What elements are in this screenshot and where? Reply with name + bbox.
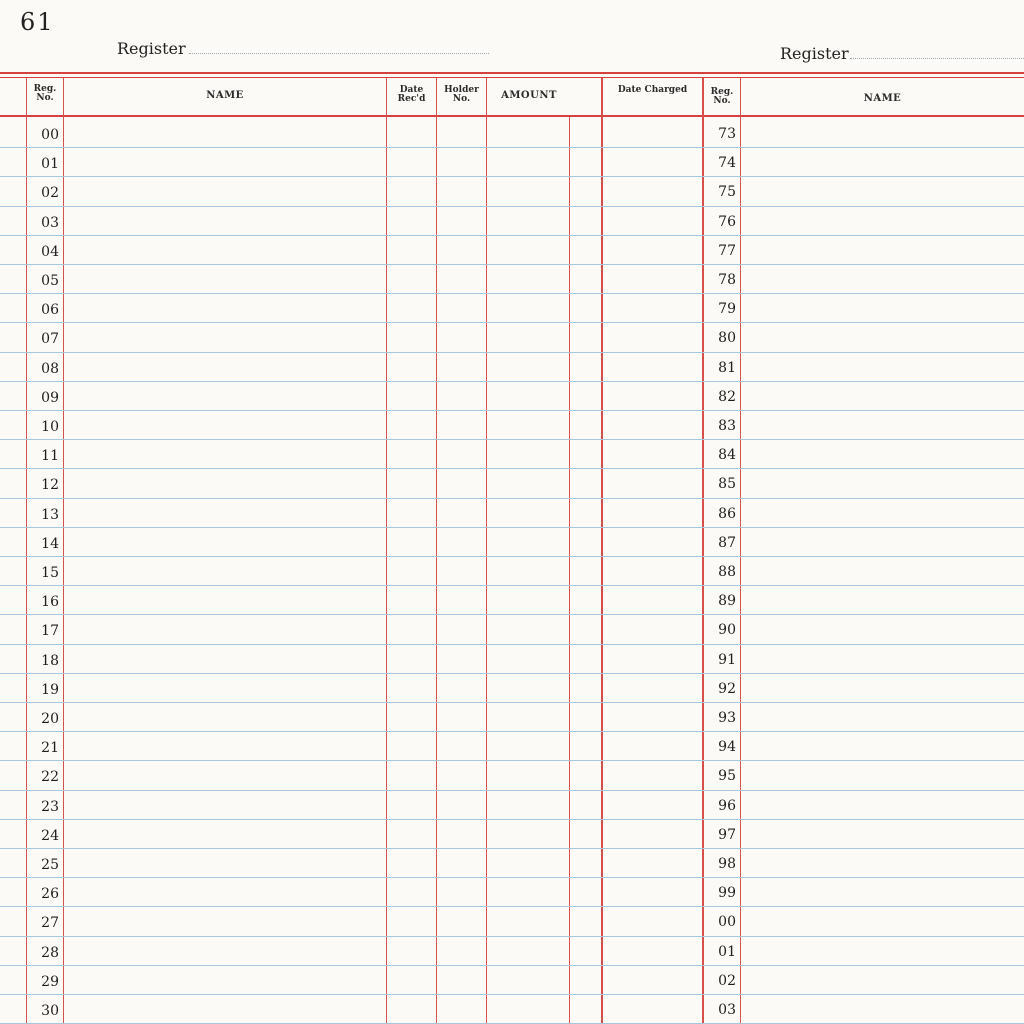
- row-number-left: 25: [41, 857, 59, 873]
- ruled-line: [0, 352, 1024, 353]
- row-number-left: 13: [41, 507, 59, 523]
- ruled-line: [0, 760, 1024, 761]
- row-number-left: 08: [41, 361, 59, 377]
- row-number-left: 29: [41, 974, 59, 990]
- ruled-line: [0, 965, 1024, 966]
- row-number-left: 23: [41, 799, 59, 815]
- col-header-amount: AMOUNT: [501, 90, 557, 101]
- row-number-left: 20: [41, 711, 59, 727]
- ruled-line: [0, 235, 1024, 236]
- col-rule-after-date: [436, 78, 437, 1024]
- ruled-line: [0, 498, 1024, 499]
- row-number-right: 94: [718, 739, 736, 755]
- ruled-line: [0, 994, 1024, 995]
- col-rule-amount-split: [569, 117, 570, 1024]
- row-number-right: 84: [718, 447, 736, 463]
- top-rule-upper: [0, 72, 1024, 74]
- col-rule-after-holder: [486, 78, 487, 1024]
- col-rule-after-regno-right: [740, 78, 741, 1024]
- col-header-name-right: NAME: [863, 93, 902, 104]
- ruled-line: [0, 410, 1024, 411]
- col-rule-left-edge: [26, 78, 27, 1024]
- ruled-line: [0, 731, 1024, 732]
- register-field-left: [117, 39, 186, 58]
- row-number-right: 96: [718, 798, 736, 814]
- row-number-left: 06: [41, 302, 59, 318]
- register-entry-line-right[interactable]: [850, 58, 1024, 59]
- page-number: 61: [20, 8, 55, 36]
- header-rule: [0, 115, 1024, 117]
- row-number-right: 86: [718, 506, 736, 522]
- register-label-left: Register: [117, 39, 186, 58]
- ruled-line: [0, 381, 1024, 382]
- row-number-left: 30: [41, 1003, 59, 1019]
- row-number-left: 09: [41, 390, 59, 406]
- ruled-line: [0, 819, 1024, 820]
- row-number-right: 03: [718, 1002, 736, 1018]
- row-number-right: 97: [718, 827, 736, 843]
- row-number-left: 21: [41, 740, 59, 756]
- row-number-left: 15: [41, 565, 59, 581]
- ruled-line: [0, 644, 1024, 645]
- ruled-line: [0, 877, 1024, 878]
- ruled-line: [0, 527, 1024, 528]
- top-rule-lower: [0, 77, 1024, 78]
- row-number-left: 00: [41, 127, 59, 143]
- row-number-right: 93: [718, 710, 736, 726]
- ruled-line: [0, 439, 1024, 440]
- ruled-line: [0, 468, 1024, 469]
- row-number-right: 80: [718, 330, 736, 346]
- ruled-line: [0, 264, 1024, 265]
- row-number-left: 05: [41, 273, 59, 289]
- row-number-right: 92: [718, 681, 736, 697]
- ruled-line: [0, 848, 1024, 849]
- row-number-left: 28: [41, 945, 59, 961]
- ruled-line: [0, 585, 1024, 586]
- row-number-left: 16: [41, 594, 59, 610]
- ruled-line: [0, 673, 1024, 674]
- row-number-right: 82: [718, 389, 736, 405]
- col-header-date-charged: Date Charged: [617, 85, 688, 95]
- row-number-right: 76: [718, 214, 736, 230]
- row-number-left: 26: [41, 886, 59, 902]
- ruled-line: [0, 176, 1024, 177]
- row-number-right: 83: [718, 418, 736, 434]
- ruled-line: [0, 293, 1024, 294]
- row-number-right: 79: [718, 301, 736, 317]
- row-number-left: 02: [41, 185, 59, 201]
- register-label-right: Register: [780, 44, 849, 63]
- col-rule-after-regno: [63, 78, 64, 1024]
- register-entry-line-left[interactable]: [189, 53, 489, 54]
- row-number-left: 27: [41, 915, 59, 931]
- row-number-left: 10: [41, 419, 59, 435]
- row-number-right: 87: [718, 535, 736, 551]
- row-number-right: 88: [718, 564, 736, 580]
- row-number-left: 12: [41, 477, 59, 493]
- col-rule-after-name: [386, 78, 387, 1024]
- col-header-reg-no-left: Reg. No.: [33, 84, 57, 103]
- row-number-right: 90: [718, 622, 736, 638]
- row-number-right: 02: [718, 973, 736, 989]
- ruled-line: [0, 936, 1024, 937]
- row-number-left: 04: [41, 244, 59, 260]
- ruled-line: [0, 790, 1024, 791]
- row-number-left: 19: [41, 682, 59, 698]
- row-number-right: 85: [718, 476, 736, 492]
- row-number-left: 22: [41, 769, 59, 785]
- ruled-line: [0, 702, 1024, 703]
- col-header-holder-no: Holder No.: [444, 85, 479, 104]
- ruled-line: [0, 556, 1024, 557]
- row-number-left: 17: [41, 623, 59, 639]
- row-number-left: 03: [41, 215, 59, 231]
- ruled-line: [0, 906, 1024, 907]
- col-header-name-left: NAME: [206, 90, 244, 101]
- ruled-line: [0, 614, 1024, 615]
- row-number-right: 99: [718, 885, 736, 901]
- row-number-right: 77: [718, 243, 736, 259]
- row-number-left: 07: [41, 331, 59, 347]
- row-number-right: 91: [718, 652, 736, 668]
- col-rule-after-date-charged: [702, 78, 704, 1024]
- ruled-line: [0, 147, 1024, 148]
- col-rule-after-amount: [601, 78, 603, 1024]
- row-number-left: 18: [41, 653, 59, 669]
- row-number-left: 24: [41, 828, 59, 844]
- col-header-reg-no-right: Reg. No.: [710, 87, 734, 106]
- row-number-right: 73: [718, 126, 736, 142]
- row-number-left: 11: [41, 448, 59, 464]
- row-number-right: 89: [718, 593, 736, 609]
- row-number-right: 95: [718, 768, 736, 784]
- row-number-right: 98: [718, 856, 736, 872]
- ruled-line: [0, 322, 1024, 323]
- col-header-date-recd: Date Rec'd: [397, 85, 426, 104]
- row-number-right: 00: [718, 914, 736, 930]
- row-number-right: 75: [718, 184, 736, 200]
- row-number-right: 74: [718, 155, 736, 171]
- ruled-line: [0, 206, 1024, 207]
- row-number-right: 78: [718, 272, 736, 288]
- row-number-right: 81: [718, 360, 736, 376]
- row-number-left: 01: [41, 156, 59, 172]
- register-field-right: [780, 44, 849, 63]
- row-number-left: 14: [41, 536, 59, 552]
- row-number-right: 01: [718, 944, 736, 960]
